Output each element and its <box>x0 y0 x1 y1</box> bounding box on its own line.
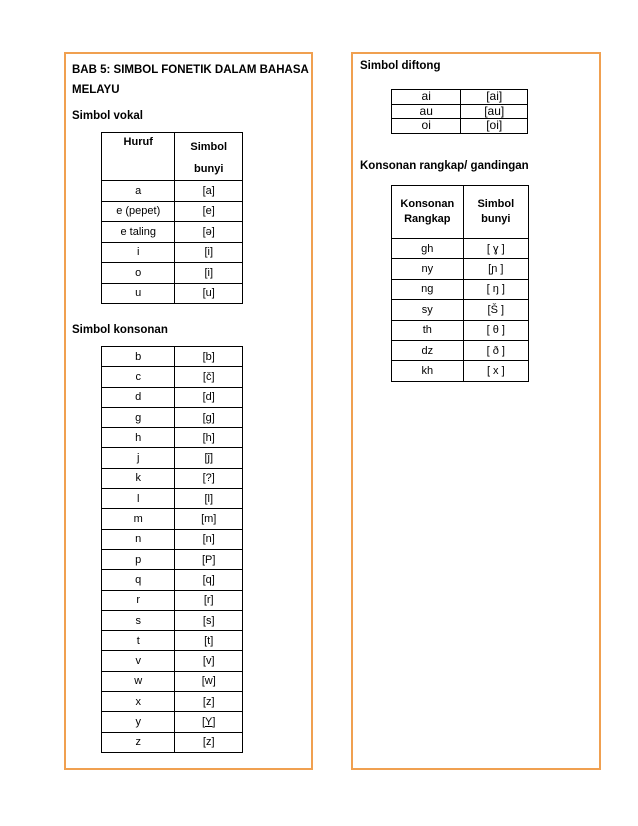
diftong-heading: Simbol diftong <box>360 60 441 72</box>
table-row <box>102 631 243 651</box>
simbol-cell: [l] <box>175 489 243 509</box>
vokal-header-huruf <box>102 133 175 181</box>
rangkap-header-row <box>392 186 529 239</box>
table-row <box>102 283 243 304</box>
simbol-cell: [ x ] <box>463 361 528 381</box>
simbol-cell: [au] <box>461 104 528 119</box>
table-row <box>102 570 243 590</box>
huruf-cell: z <box>102 732 175 752</box>
huruf-cell: e (pepet) <box>102 201 175 222</box>
table-row <box>102 347 243 367</box>
simbol-cell: [?] <box>175 468 243 488</box>
table-row <box>102 712 243 732</box>
simbol-cell: [ai] <box>461 90 528 105</box>
table-row <box>392 119 528 134</box>
huruf-cell: b <box>102 347 175 367</box>
table-row <box>102 407 243 427</box>
table-row <box>102 671 243 691</box>
konsonan-cell: sy <box>392 300 464 320</box>
huruf-cell: y <box>102 712 175 732</box>
table-row <box>102 448 243 468</box>
huruf-cell: u <box>102 283 175 304</box>
konsonan-table <box>101 346 243 753</box>
huruf-cell: r <box>102 590 175 610</box>
rangkap-header-konsonan-line1: Konsonan <box>400 198 455 210</box>
table-row <box>102 732 243 752</box>
simbol-cell: [P] <box>175 549 243 569</box>
vokal-header-simbol-line2: bunyi <box>194 163 224 175</box>
table-row <box>392 300 529 320</box>
simbol-cell: [m] <box>175 509 243 529</box>
simbol-cell: [b] <box>175 347 243 367</box>
diftong-cell: oi <box>392 119 461 134</box>
huruf-cell: a <box>102 181 175 202</box>
simbol-cell: [g] <box>175 407 243 427</box>
huruf-cell: s <box>102 610 175 630</box>
huruf-cell: n <box>102 529 175 549</box>
vokal-header-huruf-text: Huruf <box>123 136 153 148</box>
konsonan-cell: th <box>392 320 464 340</box>
huruf-cell: l <box>102 489 175 509</box>
table-row <box>102 610 243 630</box>
simbol-cell: [v] <box>175 651 243 671</box>
table-row <box>102 222 243 243</box>
simbol-cell: [e] <box>175 201 243 222</box>
konsonan-heading: Simbol konsonan <box>72 324 168 336</box>
table-row <box>102 201 243 222</box>
table-row <box>102 242 243 263</box>
simbol-cell: [oi] <box>461 119 528 134</box>
table-row <box>392 361 529 381</box>
konsonan-cell: dz <box>392 340 464 360</box>
simbol-cell: [d] <box>175 387 243 407</box>
simbol-cell: [s] <box>175 610 243 630</box>
konsonan-cell: gh <box>392 239 464 259</box>
huruf-cell: k <box>102 468 175 488</box>
table-row <box>102 468 243 488</box>
simbol-cell: [č] <box>175 367 243 387</box>
table-row <box>102 651 243 671</box>
simbol-cell: [ə] <box>175 222 243 243</box>
huruf-cell: d <box>102 387 175 407</box>
table-row <box>102 692 243 712</box>
huruf-cell: e taling <box>102 222 175 243</box>
vokal-header-simbol-line1: Simbol <box>190 141 228 153</box>
table-row <box>392 320 529 340</box>
huruf-cell: c <box>102 367 175 387</box>
simbol-cell: [r] <box>175 590 243 610</box>
table-row <box>392 90 528 105</box>
simbol-cell: [i] <box>175 242 243 263</box>
simbol-cell: [u] <box>175 283 243 304</box>
chapter-title-line1: BAB 5: SIMBOL FONETIK DALAM BAHASA <box>72 64 309 76</box>
huruf-cell: o <box>102 263 175 284</box>
table-row <box>392 259 529 279</box>
simbol-cell: [i] <box>175 263 243 284</box>
right-panel <box>351 52 601 770</box>
rangkap-heading: Konsonan rangkap/ gandingan <box>360 160 529 172</box>
simbol-cell: [ θ ] <box>463 320 528 340</box>
huruf-cell: j <box>102 448 175 468</box>
vokal-header-simbol <box>175 133 243 181</box>
simbol-cell: [n] <box>175 529 243 549</box>
simbol-cell: [q] <box>175 570 243 590</box>
table-row <box>102 529 243 549</box>
simbol-cell: [z] <box>175 692 243 712</box>
simbol-cell: [w] <box>175 671 243 691</box>
huruf-cell: h <box>102 428 175 448</box>
simbol-cell: [ ð ] <box>463 340 528 360</box>
table-row <box>102 181 243 202</box>
left-panel <box>64 52 313 770</box>
simbol-cell: [ĵ] <box>175 448 243 468</box>
chapter-title <box>72 60 309 100</box>
rangkap-table <box>391 185 529 382</box>
table-row <box>102 428 243 448</box>
table-row <box>102 367 243 387</box>
huruf-cell: i <box>102 242 175 263</box>
simbol-cell: [t] <box>175 631 243 651</box>
huruf-cell: p <box>102 549 175 569</box>
table-row <box>392 104 528 119</box>
huruf-cell: v <box>102 651 175 671</box>
table-row <box>102 489 243 509</box>
vokal-header-row <box>102 133 243 181</box>
huruf-cell: m <box>102 509 175 529</box>
simbol-cell-text: [Y] <box>201 715 216 728</box>
table-row <box>102 549 243 569</box>
simbol-cell: [a] <box>175 181 243 202</box>
table-row <box>392 340 529 360</box>
rangkap-header-konsonan-line2: Rangkap <box>404 213 451 225</box>
diftong-table <box>391 89 528 134</box>
huruf-cell: x <box>102 692 175 712</box>
huruf-cell: t <box>102 631 175 651</box>
simbol-cell <box>175 712 243 732</box>
rangkap-header-simbol-line2: bunyi <box>481 213 511 225</box>
table-row <box>102 509 243 529</box>
table-row <box>102 263 243 284</box>
simbol-cell: [ ŋ ] <box>463 279 528 299</box>
vokal-heading: Simbol vokal <box>72 110 143 122</box>
chapter-title-line2: MELAYU <box>72 84 120 96</box>
table-row <box>102 590 243 610</box>
konsonan-cell: ny <box>392 259 464 279</box>
konsonan-cell: ng <box>392 279 464 299</box>
table-row <box>392 239 529 259</box>
huruf-cell: w <box>102 671 175 691</box>
diftong-cell: au <box>392 104 461 119</box>
simbol-cell: [z] <box>175 732 243 752</box>
simbol-cell: [Š ] <box>463 300 528 320</box>
simbol-cell: [ ɣ ] <box>463 239 528 259</box>
diftong-cell: ai <box>392 90 461 105</box>
huruf-cell: g <box>102 407 175 427</box>
simbol-cell: [ɲ ] <box>463 259 528 279</box>
konsonan-cell: kh <box>392 361 464 381</box>
rangkap-header-konsonan <box>392 186 464 239</box>
table-row <box>392 279 529 299</box>
huruf-cell: q <box>102 570 175 590</box>
table-row <box>102 387 243 407</box>
simbol-cell: [h] <box>175 428 243 448</box>
rangkap-header-simbol <box>463 186 528 239</box>
rangkap-header-simbol-line1: Simbol <box>477 198 515 210</box>
vokal-table <box>101 132 243 304</box>
